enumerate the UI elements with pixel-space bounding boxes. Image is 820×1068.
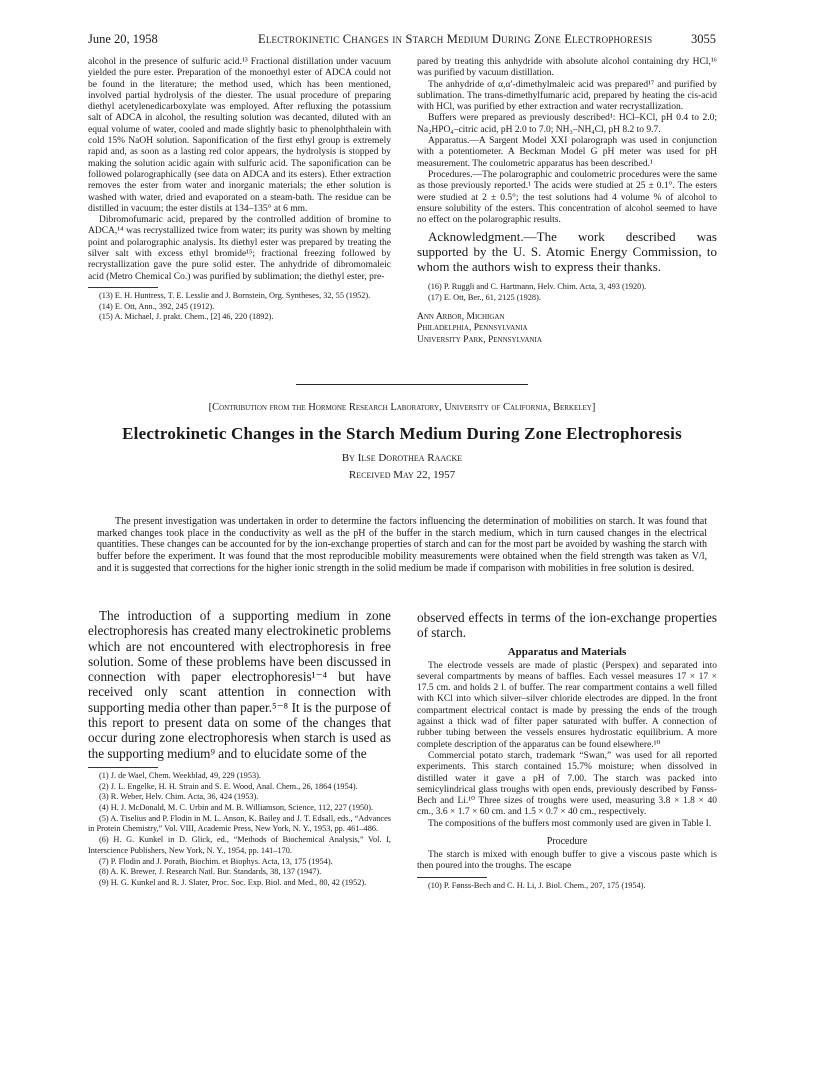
section-heading: Apparatus and Materials xyxy=(507,645,627,658)
footnote: (1) J. de Wael, Chem. Weekblad, 49, 229 (1953). xyxy=(99,770,261,780)
footnote: (15) A. Michael, J. prakt. Chem., [2] 46, 220 (1892). xyxy=(99,312,274,322)
footnote: (9) H. G. Kunkel and R. J. Slater, Proc. Soc. Exp. Biol. and Med., 80, 42 (1952). xyxy=(99,878,367,887)
top-right-column xyxy=(417,57,717,346)
footnote: (5) A. Tiselius and P. Flodin in M. L. Anson, K. Bailey and J. T. Edsall, eds., “Advances in Protein Chemistry,” Vol. VIII, Academic Press, New York, N. Y., 1953, pp. 461–486. xyxy=(88,813,391,834)
intro-continued: observed effects in terms of the ion-exchange properties of starch. xyxy=(417,610,717,641)
footnote: (10) P. Fønss-Bech and C. H. Li, J. Biol. Chem., 207, 175 (1954). xyxy=(428,880,646,890)
footnote: (13) E. H. Huntress, T. E. Lesslie and J. Bornstein, Org. Syntheses, 32, 55 (1952). xyxy=(99,290,371,300)
footnote: (7) P. Flodin and J. Porath, Biochim. et Biophys. Acta, 13, 175 (1954). xyxy=(99,856,333,866)
bottom-right-column xyxy=(417,610,717,891)
abstract: The present investigation was undertaken in order to determine the factors influencing the determination of mobilities on starch. It was found that marked changes took place in the conductivity as well as the pH of the buffer in the starch medium, which in turn caused changes in the electrical quantities. These changes can be accounted for by the ion-exchange properties of starch and can for the most part be avoided by washing the starch with buffer before the experiment. It was found that the most reproducible mobility measurements were obtained when the field strength was taken as V/l, and it is suggested that corrections for the higher ionic strength in the solid medium be made if comparison with mobilities in free solution is desired. xyxy=(97,516,707,574)
footnote-rule xyxy=(88,287,158,288)
section-divider xyxy=(296,384,528,385)
body-paragraph: Apparatus.—A Sargent Model XXI polarograph was used in conjunction with a potentiometer. A Beckman Model G pH meter was used for pH measurement. The coulometric apparatus has been described.¹ xyxy=(417,136,717,169)
intro-paragraph: The introduction of a supporting medium in zone electrophoresis has created many electrokinetic problems which are not encountered with electrophoresis in free solution. Some of these problems have been discussed in connection with paper electrophoresis¹⁻⁴ but have received only scant attention in connection with supporting media other than paper.⁵⁻⁸ It is the purpose of this report to present data on some of the changes that occur during zone electrophoresis when starch is used as the supporting medium⁹ and to elucidate some of the xyxy=(88,608,391,761)
body-paragraph: Procedures.—The polarographic and coulometric procedures were the same as those previously reported.¹ The acids were studied at 25 ± 0.1°. The esters were studied at 2 ± 0.5°; the test solutions had 4 volume % of alcohol to ensure solubility of the esters. This concentration of alcohol seemed to have no effect on the polarographic results. xyxy=(417,169,717,226)
running-header xyxy=(88,32,716,46)
article-title: Electrokinetic Changes in the Starch Medium During Zone Electrophoresis xyxy=(122,424,682,443)
contribution-line: [Contribution from the Hormone Research Laboratory, University of California, Berkeley] xyxy=(208,402,596,413)
address-line: University Park, Pennsylvania xyxy=(417,334,542,345)
body-paragraph: The anhydride of α,α′-dimethylmaleic acid was prepared¹⁷ and purified by sublimation. The trans-dimethylfumaric acid, prepared by heating the cis-acid with HCl, was purified by ether extraction and water recrystallization. xyxy=(417,79,717,113)
received-date: Received May 22, 1957 xyxy=(348,469,456,481)
issue-date: June 20, 1958 xyxy=(88,32,158,46)
page-number: 3055 xyxy=(691,32,716,46)
top-left-column xyxy=(88,57,391,323)
footnote: (14) E. Ott, Ann., 392, 245 (1912). xyxy=(99,301,215,311)
footnote: (16) P. Ruggli and C. Hartmann, Helv. Chim. Acta, 3, 493 (1920). xyxy=(428,282,647,292)
footnote: (17) E. Ott, Ber., 61, 2125 (1928). xyxy=(428,293,541,303)
running-title: Electrokinetic Changes in Starch Medium During Zone Electrophoresis xyxy=(258,32,653,46)
body-paragraph: The starch is mixed with enough buffer to give a viscous paste which is then poured into the troughs. The escape xyxy=(417,850,717,872)
section-heading: Procedure xyxy=(546,836,588,848)
address-block xyxy=(417,312,717,347)
body-paragraph: alcohol in the presence of sulfuric acid.¹³ Fractional distillation under vacuum yielded the pure ester. Preparation of the monoethyl ester of ADCA could not be found in the literature; the method used, which has been mentioned, involved partial hydrolysis of the diester. The usual procedure of preparing diethyl acetylenedicarboxylate was employed. After refluxing the potassium salt of ADCA in alcohol, the resulting solution was decanted, diluted with an equal volume of water, cooled and made slightly basic to phenolphthalein with cold 15% NaOH solution. Saponification of the first ethyl group is extremely rapid and, as soon as a lasting red color appears, the hydrolysis is stopped by making the solution acidic again with sulfuric acid. The saponification can be followed polarographically (see data on ADCA and its esters). Ether extraction removes the ester from water and inorganic materials; the ether solution is washed with water, dried and evaporated on a steam-bath. The residue can be distilled in vacuum; the ester distils at 134–135° at 6 mm. xyxy=(88,57,391,214)
footnote: (3) R. Weber, Helv. Chim. Acta, 36, 424 (1953). xyxy=(99,792,259,802)
footnote: (6) H. G. Kunkel in D. Glick, ed., “Methods of Biochemical Analysis,” Vol. I, Interscience Publishers, New York, N. Y., 1954, pp. 141–170. xyxy=(88,835,391,855)
body-paragraph: Buffers were prepared as previously described¹: HCl–KCl, pH 0.4 to 2.0; Na₂HPO₄–citric acid, pH 2.0 to 7.0; NH₃–NH₄Cl, pH 8.2 to 9.7. xyxy=(417,113,717,135)
body-paragraph: The electrode vessels are made of plastic (Perspex) and separated into several compartments by means of baffles. Each vessel measures 17 × 17 × 17.5 cm. and holds 2 l. of buffer. The rear compartment contains a well filled with KCl into which silver–silver chloride electrodes are dipped. In the front compartment electrical contact is made by pressing the ends of the trough against a thick wad of filter paper saturated with buffer. A connection of rubber tubing between the vessels ensures hydrostatic equilibrium. A more complete description of the apparatus can be found elsewhere.¹⁰ xyxy=(417,660,717,750)
author-byline: By Ilse Dorothea Raacke xyxy=(341,452,463,464)
footnote-rule xyxy=(88,767,158,768)
body-paragraph: pared by treating this anhydride with absolute alcohol containing dry HCl,¹⁶ was purified by vacuum distillation. xyxy=(417,57,717,79)
footnote: (8) A. K. Brewer, J. Research Natl. Bur. Standards, 38, 137 (1947). xyxy=(99,867,322,877)
acknowledgment: Acknowledgment.—The work described was supported by the U. S. Atomic Energy Commission, to whom the authors wish to express their thanks. xyxy=(417,229,717,275)
address-line: Ann Arbor, Michigan xyxy=(417,311,505,322)
footnote: (4) H. J. McDonald, M. C. Urbin and M. B. Williamson, Science, 112, 227 (1950). xyxy=(99,803,374,813)
body-paragraph: The compositions of the buffers most commonly used are given in Table I. xyxy=(428,818,712,829)
body-paragraph: Dibromofumaric acid, prepared by the controlled addition of bromine to ADCA,¹⁴ was recrystallized twice from water; its purity was shown by melting point and polarographic analysis. Its diethyl ester was prepared by treating the silver salt with excess ethyl bromide¹⁵; fractional freezing followed by recrystallization gave the pure solid ester. The anhydride of dibromomaleic acid (Metro Chemical Co.) was purified by sublimation; the diethyl ester, pre- xyxy=(88,215,391,282)
body-paragraph: Commercial potato starch, trademark “Swan,” was used for all reported experiments. This starch contained 15.7% moisture; when dissolved in distilled water it gave a pH of 7.00. The starch was packed into semicylindrical glass troughs with open ends, previously described by Fønss-Bech and Li.¹⁰ Three sizes of troughs were used, measuring 3.8 × 1.8 × 40 cm., 3.6 × 1.7 × 60 cm. and 1.5 × 0.7 × 40 cm., respectively. xyxy=(417,750,717,818)
bottom-left-column xyxy=(88,608,391,889)
footnote-rule xyxy=(417,877,487,878)
address-line: Philadelphia, Pennsylvania xyxy=(417,323,528,334)
footnote: (2) J. L. Engelke, H. H. Strain and S. E. Wood, Anal. Chem., 26, 1864 (1954). xyxy=(99,781,358,791)
